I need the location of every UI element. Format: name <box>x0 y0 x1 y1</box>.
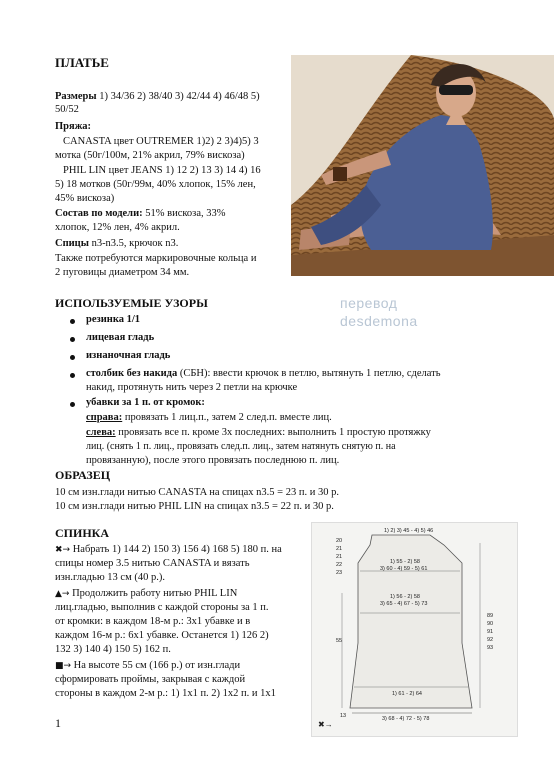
back-text: Набрать 1) 144 2) 150 3) 156 4) 168 5) 180 п. на <box>70 544 282 555</box>
back-line-2: спицы номер 3.5 нитью CANASTA и вязать <box>55 558 250 569</box>
needles-label: Спицы <box>55 238 89 249</box>
schematic-height: 55 <box>336 638 343 644</box>
yarn-phil-3: 45% вискоза) <box>55 193 115 204</box>
model-photo-illustration <box>291 55 554 276</box>
back-line-5: лиц.гладью, выполнив с каждой стороны за 1 п. <box>55 602 269 613</box>
decrease-right <box>86 411 332 424</box>
schematic-hem: 13 <box>340 713 347 719</box>
back-line-1 <box>55 543 282 557</box>
back-line-9 <box>55 659 240 673</box>
left-text-2: лиц. (снять 1 п. лиц., провязать след.п. лиц., затем натянуть снятую п. на <box>86 441 396 452</box>
extra-1: Также потребуются маркировочные кольца и <box>55 253 257 264</box>
bullet-icon <box>70 319 75 324</box>
needles-line <box>55 237 178 250</box>
back-line-3: изн.гладью 13 см (40 р.). <box>55 572 165 583</box>
bullet-icon <box>70 402 75 407</box>
schematic-right-num: 91 <box>487 629 494 635</box>
composition-value: 51% вискоза, 33% <box>142 208 226 219</box>
sample-line-1: 10 см изн.глади нитью CANASTA на спицах n3.5 = 23 п. и 30 р. <box>55 487 339 498</box>
right-text: провязать 1 лиц.п., затем 2 след.п. вместе лиц. <box>122 412 332 423</box>
model-photo <box>291 55 554 276</box>
schematic-left-num: 22 <box>336 562 343 568</box>
schematic-right-num: 93 <box>487 645 494 651</box>
yarn-canasta-1: CANASTA цвет OUTREMER 1)2) 2 3)4)5) 3 <box>63 136 259 147</box>
schematic-bottom-1: 1) 61 - 2) 64 <box>392 691 422 697</box>
back-line-4 <box>55 587 237 601</box>
bullet-icon <box>70 373 75 378</box>
sizes-label: Размеры <box>55 91 97 102</box>
back-line-11: стороны в каждом 2-м р.: 1) 1x1 п. 2) 1x2 п. и 1x1 <box>55 688 276 699</box>
back-schematic <box>311 522 518 737</box>
yarn-phil-2: 5) 18 мотков (50г/99м, 40% хлопок, 15% лен, <box>55 179 256 190</box>
back-text: Продолжить работу нитью PHIL LIN <box>69 588 238 599</box>
back-line-7: каждом 16-м р.: 6x1 убавке. Останется 1) 126 2) <box>55 630 269 641</box>
back-line-8: 132 3) 140 4) 150 5) 162 п. <box>55 644 171 655</box>
schematic-right-num: 89 <box>487 613 494 619</box>
schematic-right-num: 92 <box>487 637 494 643</box>
sample-heading: ОБРАЗЕЦ <box>55 468 111 482</box>
schematic-width-4: 3) 65 - 4) 67 - 5) 73 <box>380 601 428 607</box>
pattern-item: изнаночная гладь <box>86 350 171 361</box>
schematic-top-width: 1) 2) 3) 45 - 4) 5) 46 <box>384 528 434 534</box>
yarn-label: Пряжа: <box>55 121 92 132</box>
composition-line <box>55 207 225 220</box>
composition-label: Состав по модели: <box>55 208 143 219</box>
bullet-icon <box>70 355 75 360</box>
schematic-left-num: 23 <box>336 570 343 576</box>
sizes-values: 1) 34/36 2) 38/40 3) 42/44 4) 46/48 5) <box>96 91 260 102</box>
back-line-6: от кромки: в каждом 18-м р.: 3x1 убавке и в <box>55 616 251 627</box>
triangle-marker-icon: ▲→ <box>55 589 70 599</box>
square-marker-icon: ■→ <box>55 661 72 671</box>
extra-2: 2 пуговицы диаметром 34 мм. <box>55 267 190 278</box>
watermark-line-2: desdemona <box>340 313 418 329</box>
decrease-heading: убавки за 1 п. от кромок: <box>86 397 205 408</box>
schematic-left-num: 21 <box>336 546 343 552</box>
bullet-icon <box>70 337 75 342</box>
yarn-phil-1: PHIL LIN цвет JEANS 1) 12 2) 13 3) 14 4) 16 <box>63 165 261 176</box>
composition-cont: хлопок, 12% лен, 4% акрил. <box>55 222 180 233</box>
page-number: 1 <box>55 716 61 730</box>
sbn-label: столбик без накида <box>86 368 178 379</box>
schematic-width-2: 3) 60 - 4) 59 - 5) 61 <box>380 566 428 572</box>
sizes-values-cont: 50/52 <box>55 104 79 115</box>
left-text-3: провязанную), после этого провязать последнюю п. лиц. <box>86 455 340 466</box>
schematic-left-num: 21 <box>336 554 343 560</box>
watermark-line-1: перевод <box>340 295 398 311</box>
back-text: На высоте 55 см (166 р.) от изн.глади <box>71 660 241 671</box>
schematic-width-1: 1) 55 - 2) 58 <box>390 559 420 565</box>
sizes-line <box>55 90 260 103</box>
schematic-left-num: 20 <box>336 538 343 544</box>
schematic-right-num: 90 <box>487 621 494 627</box>
back-line-10: сформировать проймы, закрывая с каждой <box>55 674 246 685</box>
schematic-width-3: 1) 56 - 2) 58 <box>390 594 420 600</box>
sample-line-2: 10 см изн.глади нитью PHIL LIN на спицах n3.5 = 22 п. и 30 р. <box>55 501 334 512</box>
sbn-text: (СБН): ввести крючок в петлю, вытянуть 1 петлю, сделать <box>177 368 441 379</box>
patterns-heading: ИСПОЛЬЗУЕМЫЕ УЗОРЫ <box>55 296 208 310</box>
cross-marker-icon: ✖→ <box>55 545 71 555</box>
sbn-text-cont: накид, протянуть нить через 2 петли на крючке <box>86 382 298 393</box>
left-text: провязать все п. кроме 3х последних: выполнить 1 простую протяжку <box>115 427 431 438</box>
needles-value: n3-n3.5, крючок n3. <box>88 238 179 249</box>
pattern-item: лицевая гладь <box>86 332 155 343</box>
left-label: слева: <box>86 427 116 438</box>
yarn-canasta-2: мотка (50г/100м, 21% акрил, 79% вискоза) <box>55 150 245 161</box>
page-title: ПЛАТЬЕ <box>55 55 109 70</box>
schematic-bottom-2: 3) 68 - 4) 72 - 5) 78 <box>382 716 430 722</box>
back-heading: СПИНКА <box>55 526 110 540</box>
pattern-sbn <box>86 367 441 380</box>
cross-marker-icon: ✖→ <box>318 720 333 729</box>
pattern-item: резинка 1/1 <box>86 314 141 325</box>
right-label: справа: <box>86 412 123 423</box>
decrease-left <box>86 426 431 439</box>
